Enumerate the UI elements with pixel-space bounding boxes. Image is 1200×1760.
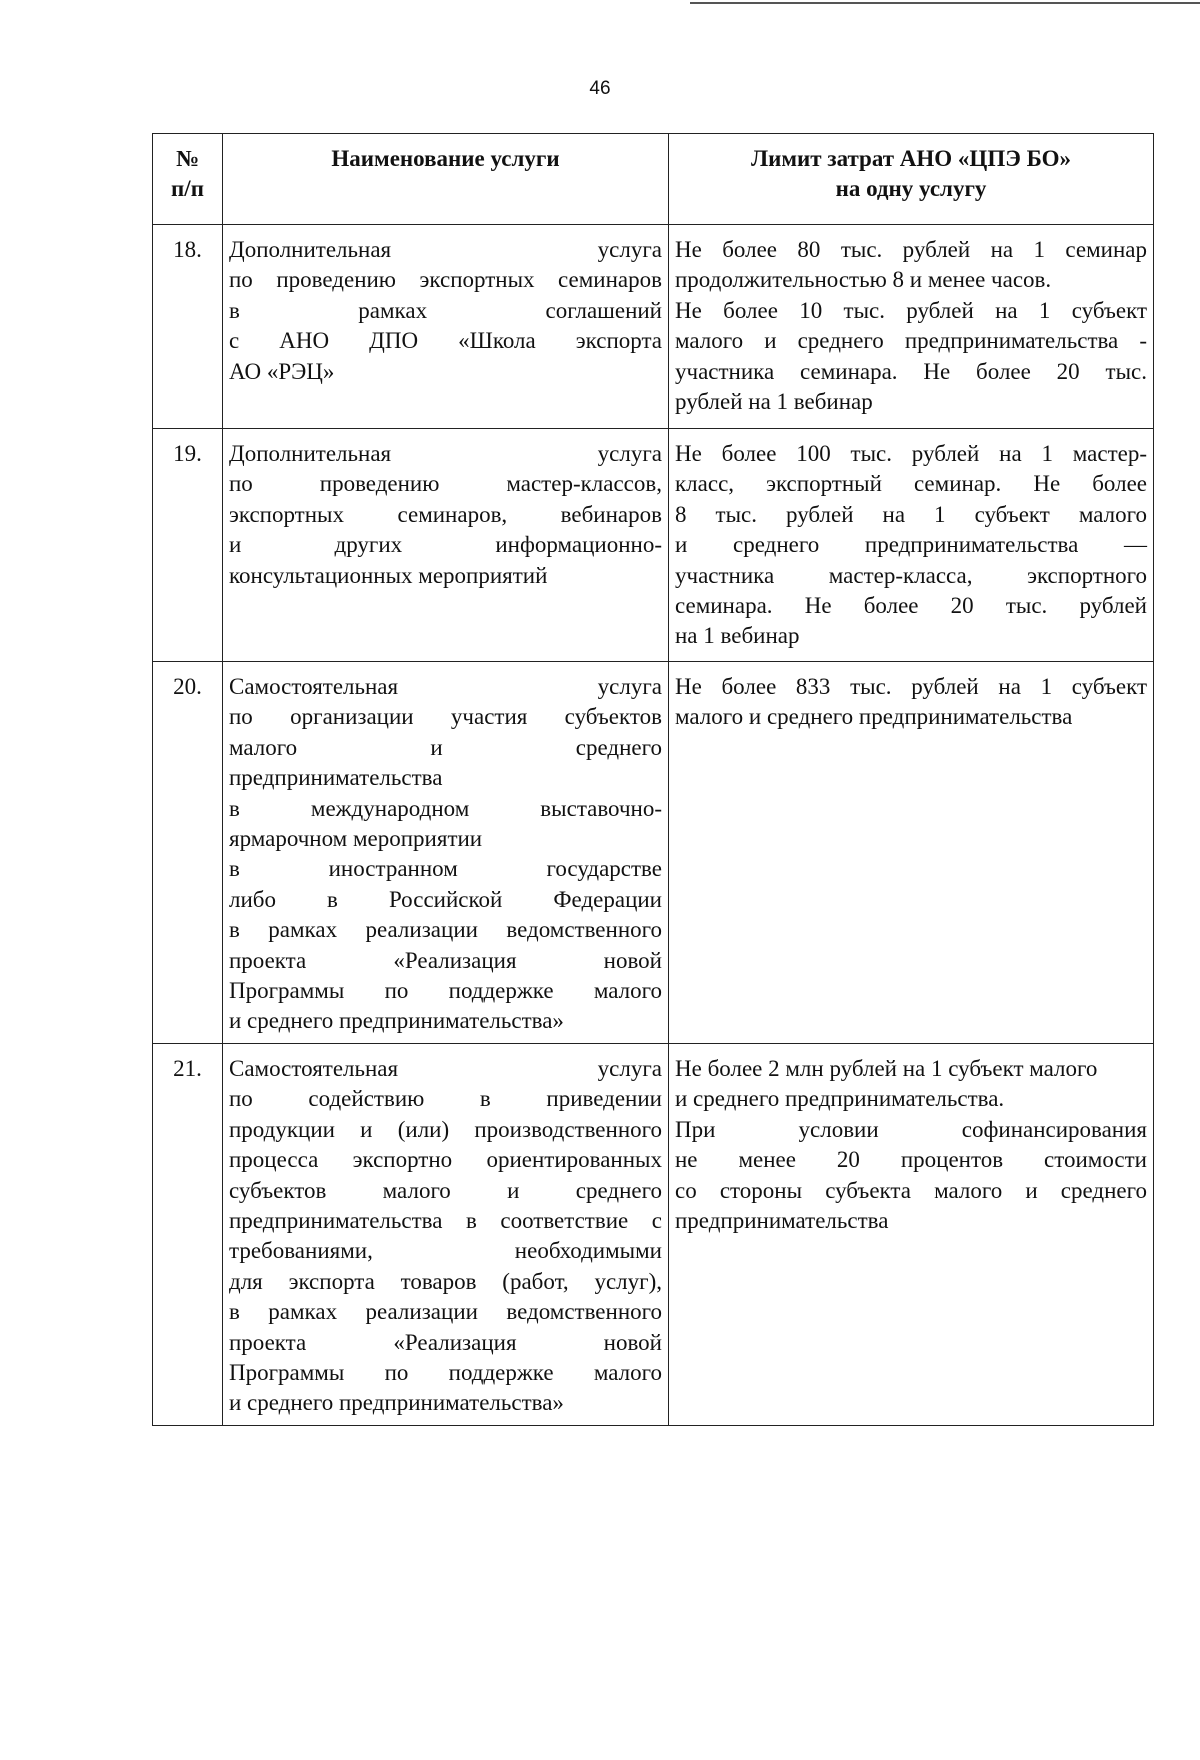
service-name-line: по организации участия субъектов [229, 704, 662, 730]
service-name-line: процесса экспортно ориентированных [229, 1147, 662, 1173]
service-name-cell [223, 1043, 669, 1425]
header-service-name [223, 134, 669, 225]
service-name-line: предпринимательства в соответствие с [229, 1207, 662, 1233]
service-name-line: и среднего предпринимательства» [229, 1008, 564, 1034]
cost-limit-cell [669, 1043, 1154, 1425]
service-name-line: в рамках реализации ведомственного [229, 917, 662, 943]
cost-limit-line: Не более 10 тыс. рублей на 1 субъект [675, 297, 1147, 323]
cost-limit-cell [669, 429, 1154, 662]
cost-limit-cell [669, 225, 1154, 429]
service-name-line: требованиями, необходимыми [229, 1238, 662, 1264]
service-name-cell [223, 429, 669, 662]
service-name-line: Самостоятельная услуга [229, 1055, 662, 1081]
service-name-line: предпринимательства [229, 765, 443, 791]
header-cost-limit [669, 134, 1154, 225]
service-name-line: и других информационно- [229, 532, 662, 558]
cost-limit-line: со стороны субъекта малого и среднего [675, 1177, 1147, 1203]
service-name-line: Дополнительная услуга [229, 237, 662, 262]
row-number: 21. [153, 1043, 223, 1425]
service-name-line: консультационных мероприятий [229, 562, 548, 588]
service-name-cell [223, 662, 669, 1044]
cost-limit-line: предпринимательства [675, 1207, 889, 1233]
service-name-line: экспортных семинаров, вебинаров [229, 501, 662, 527]
row-number: 19. [153, 429, 223, 662]
page-number: 46 [589, 78, 611, 99]
cost-limit-line: и среднего предпринимательства. [675, 1086, 1005, 1112]
cost-limit-line: Не более 2 млн рублей на 1 субъект малого [675, 1055, 1098, 1081]
header-num-line: № [175, 146, 200, 171]
cost-limit-line: малого и среднего предпринимательства - [675, 328, 1147, 354]
cost-limit-line: участника семинара. Не более 20 тыс. [675, 358, 1147, 384]
header-name-line: Наименование услуги [331, 146, 560, 171]
cost-limit-line: семинара. Не более 20 тыс. рублей [675, 593, 1147, 619]
service-name-line: проекта «Реализация новой [229, 947, 662, 973]
service-name-line: малого и среднего [229, 734, 662, 760]
service-name-line: в рамках соглашений [229, 297, 662, 323]
service-name-line: в рамках реализации ведомственного [229, 1299, 662, 1325]
cost-limit-line: продолжительностью 8 и менее часов. [675, 267, 1052, 293]
header-num-line: п/п [171, 176, 204, 201]
service-name-line: по проведению мастер-классов, [229, 471, 662, 497]
cost-limit-line: класс, экспортный семинар. Не более [675, 471, 1147, 497]
table-header-row [153, 134, 1154, 225]
cost-limit-line: 8 тыс. рублей на 1 субъект малого [675, 501, 1147, 527]
table-row [153, 225, 1154, 429]
header-limit-line: Лимит затрат АНО «ЦПЭ БО» [750, 146, 1072, 171]
service-name-line: в иностранном государстве [229, 856, 662, 882]
table-row [153, 429, 1154, 662]
cost-limit-line: Не более 100 тыс. рублей на 1 мастер- [675, 441, 1147, 466]
service-name-cell [223, 225, 669, 429]
service-name-line: для экспорта товаров (работ, услуг), [229, 1268, 662, 1294]
service-name-line: Программы по поддержке малого [229, 978, 662, 1004]
cost-limit-line: рублей на 1 вебинар [675, 389, 873, 415]
table-row [153, 662, 1154, 1044]
service-name-line: Дополнительная услуга [229, 441, 662, 466]
service-name-line: с АНО ДПО «Школа экспорта [229, 328, 662, 354]
service-name-line: в международном выставочно- [229, 795, 662, 821]
cost-limit-line: малого и среднего предпринимательства [675, 704, 1073, 730]
row-number: 18. [153, 225, 223, 429]
service-name-line: либо в Российской Федерации [229, 886, 662, 912]
cost-limit-line: Не более 80 тыс. рублей на 1 семинар [675, 237, 1147, 262]
service-name-line: ярмарочном мероприятии [229, 826, 483, 852]
cost-limit-line: участника мастер-класса, экспортного [675, 562, 1147, 588]
table-row [153, 1043, 1154, 1425]
cost-limit-line: и среднего предпринимательства — [675, 532, 1147, 558]
service-name-line: по проведению экспортных семинаров [229, 267, 662, 293]
header-num [153, 134, 223, 225]
service-name-line: Самостоятельная услуга [229, 674, 662, 699]
service-name-line: Программы по поддержке малого [229, 1359, 662, 1385]
service-name-line: и среднего предпринимательства» [229, 1390, 564, 1416]
cost-limit-line: Не более 833 тыс. рублей на 1 субъект [675, 674, 1147, 699]
scan-top-rule [690, 2, 1200, 4]
cost-limit-cell [669, 662, 1154, 1044]
services-table [152, 133, 1154, 1426]
service-name-line: АО «РЭЦ» [229, 358, 335, 384]
service-name-line: продукции и (или) производственного [229, 1116, 662, 1142]
cost-limit-line: на 1 вебинар [675, 623, 800, 649]
row-number: 20. [153, 662, 223, 1044]
header-limit-line: на одну услугу [835, 176, 987, 201]
service-name-line: субъектов малого и среднего [229, 1177, 662, 1203]
service-name-line: по содействию в приведении [229, 1086, 662, 1112]
cost-limit-line: При условии софинансирования [675, 1116, 1147, 1142]
cost-limit-line: не менее 20 процентов стоимости [675, 1147, 1147, 1173]
service-name-line: проекта «Реализация новой [229, 1329, 662, 1355]
